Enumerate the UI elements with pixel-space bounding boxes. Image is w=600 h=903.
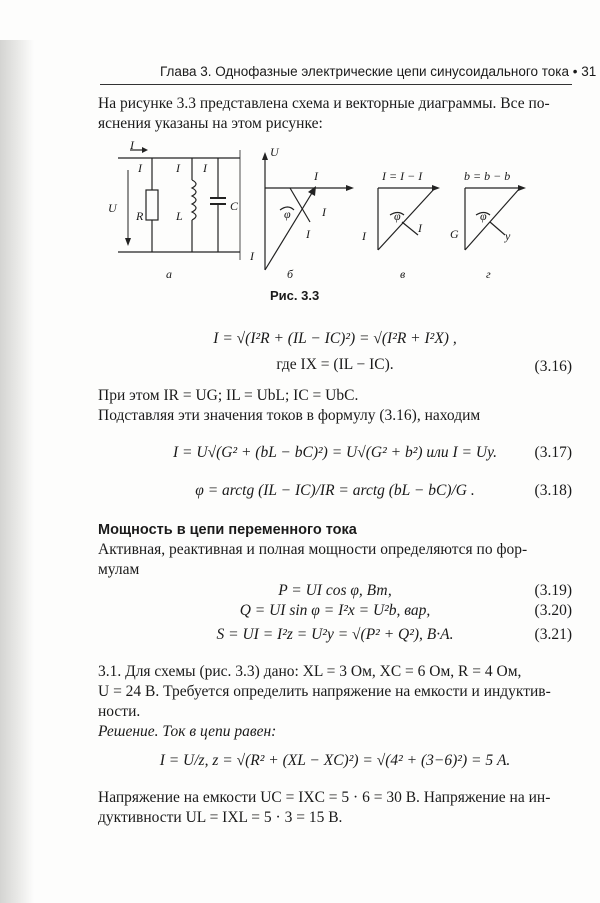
equation-3-20: Q = UI sin φ = I²x = U²b, вар, (239, 602, 431, 619)
label-g: г (486, 267, 491, 281)
label-y: y (505, 229, 511, 243)
figure-3-3 (100, 140, 540, 285)
label-R: R (136, 209, 144, 223)
label-a: а (166, 267, 172, 281)
label-U-circuit: U (108, 201, 117, 215)
label-U-diagram: U (270, 145, 279, 159)
label-IL: I (176, 161, 180, 175)
intro-line-1: На рисунке 3.3 представлена схема и векторные диаграммы. Все по- (98, 95, 550, 112)
label-b: б (287, 267, 294, 281)
note-substitute: Подставляя эти значения токов в формулу (3.16), находим (98, 407, 481, 424)
label-b-eq: b = b − b (464, 169, 511, 183)
equation-number-3-19: (3.19) (534, 582, 572, 599)
label-I-v: I (418, 221, 422, 235)
answer-line-1: Напряжение на емкости UC = IXC = 5 · 6 = 30 В. Напряжение на ин- (98, 789, 551, 806)
label-IC: I (203, 161, 207, 175)
equation-3-19: P = UI cos φ, Вт, (278, 582, 392, 599)
solution-equation: I = U/z, z = √(R² + (XL − XC)²) = √(4² + (3−6)²) = 5 А. (159, 752, 511, 769)
label-phi-g: φ (480, 209, 487, 223)
equation-3-21: S = UI = I²z = U²y = √(P² + Q²), В·А. (216, 626, 454, 643)
equation-3-18: φ = arctg (IL − IC)/IR = arctg (bL − bC)/G . (195, 482, 475, 499)
equation-3-17: I = U√(G² + (bL − bC)²) = U√(G² + b²) или I = Uy. (173, 444, 497, 461)
label-I: I (130, 140, 134, 152)
power-text-line-1: Активная, реактивная и полная мощности определяются по фор- (98, 541, 528, 558)
problem-line-1: 3.1. Для схемы (рис. 3.3) дано: XL = 3 Ом, XC = 6 Ом, R = 4 Ом, (98, 663, 522, 680)
label-C: C (230, 199, 239, 213)
problem-line-2: U = 24 В. Требуется определить напряжение на емкости и индуктив- (98, 683, 551, 700)
note-currents: При этом IR = UG; IL = UbL; IC = UbC. (98, 387, 359, 404)
equation-3-16-line-2: где IX = (IL − IC). (276, 356, 394, 373)
label-phi-b: φ (284, 207, 291, 221)
intro-line-2: яснения указаны на этом рисунке: (98, 115, 323, 132)
label-L: L (176, 209, 183, 223)
label-v: в (400, 267, 406, 281)
equation-number-3-20: (3.20) (534, 602, 572, 619)
solution-intro: Решение. Ток в цепи равен: (98, 723, 277, 740)
equation-number-3-17: (3.17) (534, 444, 572, 461)
label-IL-diagram: I (314, 169, 318, 183)
book-spine-shadow (0, 40, 34, 903)
label-phi-v: φ (394, 209, 401, 223)
problem-line-3: ности. (98, 703, 141, 720)
equation-3-16-line-1: I = √(I²R + (IL − IC)²) = √(I²R + I²X) , (213, 330, 457, 347)
answer-line-2: дуктивности UL = IXL = 5 · 3 = 15 В. (98, 809, 343, 826)
section-heading-power: Мощность в цепи переменного тока (98, 522, 357, 538)
running-header: Глава 3. Однофазные электрические цепи синусоидального тока • 31 (160, 64, 597, 79)
label-ix-eq: I = I − I (382, 169, 423, 183)
label-IR-v: I (362, 229, 366, 243)
label-IC-diagram: I (322, 205, 326, 219)
figure-caption: Рис. 3.3 (270, 288, 320, 303)
label-IR-diagram: I (250, 249, 254, 263)
label-I-diagram: I (306, 227, 310, 241)
equation-number-3-18: (3.18) (534, 482, 572, 499)
label-G: G (450, 227, 459, 241)
label-IR: I (138, 161, 142, 175)
equation-number-3-16: (3.16) (534, 358, 572, 375)
header-rule (100, 84, 572, 85)
equation-number-3-21: (3.21) (534, 626, 572, 643)
power-text-line-2: мулам (98, 561, 140, 578)
